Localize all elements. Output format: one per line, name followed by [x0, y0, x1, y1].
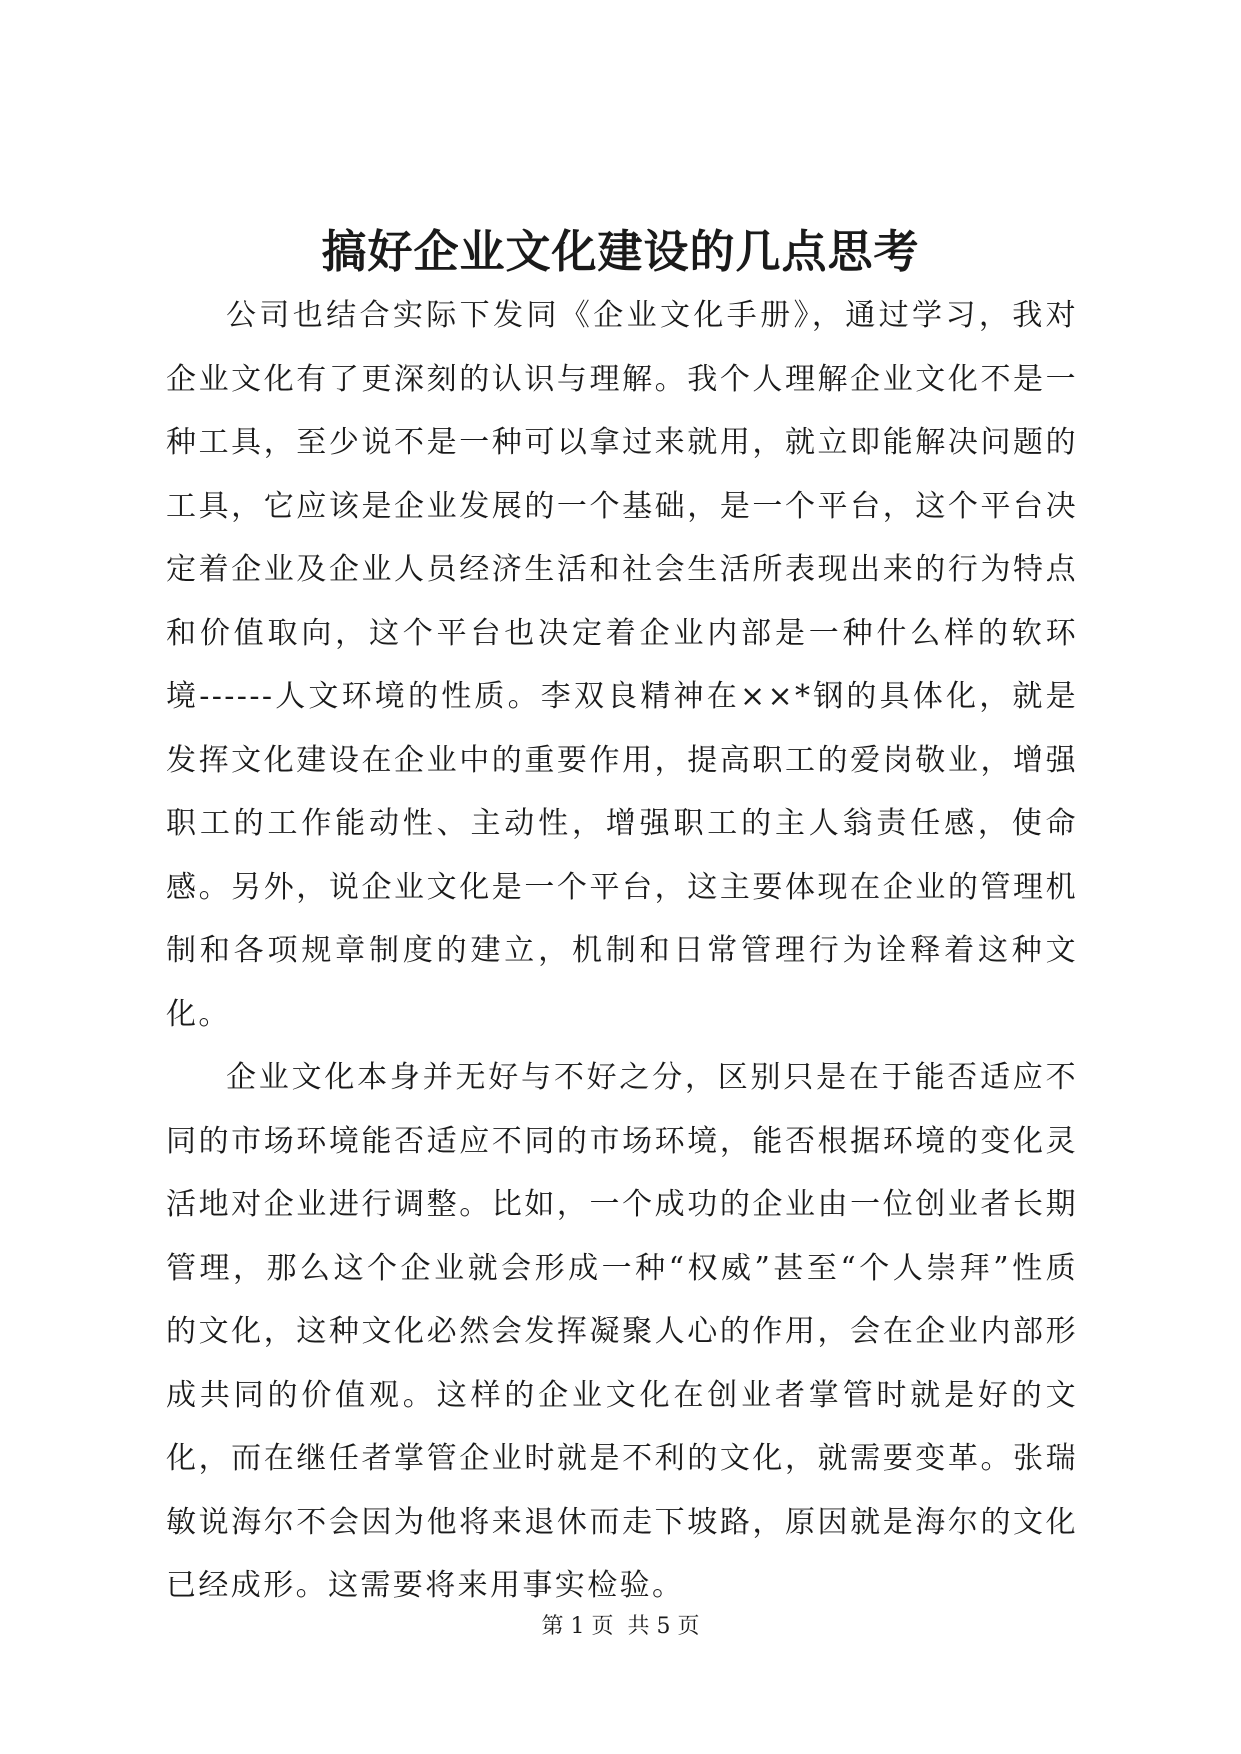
document-body [166, 284, 1078, 1618]
page-total: 共 5 页 [627, 1614, 700, 1639]
page-footer [0, 1612, 1241, 1642]
paragraph-1: 公司也结合实际下发同《企业文化手册》，通过学习，我对企业文化有了更深刻的认识与理解。我个人理解企业文化不是一种工具，至少说不是一种可以拿过来就用，就立即能解决问题的工具，它应该是企业发展的一个基础，是一个平台，这个平台决定着企业及企业人员经济生活和社会生活所表现出来的行为特点和价值取向，这个平台也决定着企业内部是一种什么样的软环境------人文环境的性质。李双良精神在××*钢的具体化，就是发挥文化建设在企业中的重要作用，提高职工的爱岗敬业，增强职工的工作能动性、主动性，增强职工的主人翁责任感，使命感。另外，说企业文化是一个平台，这主要体现在企业的管理机制和各项规章制度的建立，机制和日常管理行为诠释着这种文化。 [166, 298, 1078, 1032]
paragraph-2: 企业文化本身并无好与不好之分，区别只是在于能否适应不同的市场环境能否适应不同的市场环境，能否根据环境的变化灵活地对企业进行调整。比如，一个成功的企业由一位创业者长期管理，那么这个企业就会形成一种“权威”甚至“个人崇拜”性质的文化，这种文化必然会发挥凝聚人心的作用，会在企业内部形成共同的价值观。这样的企业文化在创业者掌管时就是好的文化，而在继任者掌管企业时就是不利的文化，就需要变革。张瑞敏说海尔不会因为他将来退休而走下坡路，原因就是海尔的文化已经成形。这需要将来用事实检验。 [166, 1060, 1078, 1603]
page-number: 第 1 页 [541, 1614, 614, 1639]
document-title: 搞好企业文化建设的几点思考 [321, 225, 920, 278]
